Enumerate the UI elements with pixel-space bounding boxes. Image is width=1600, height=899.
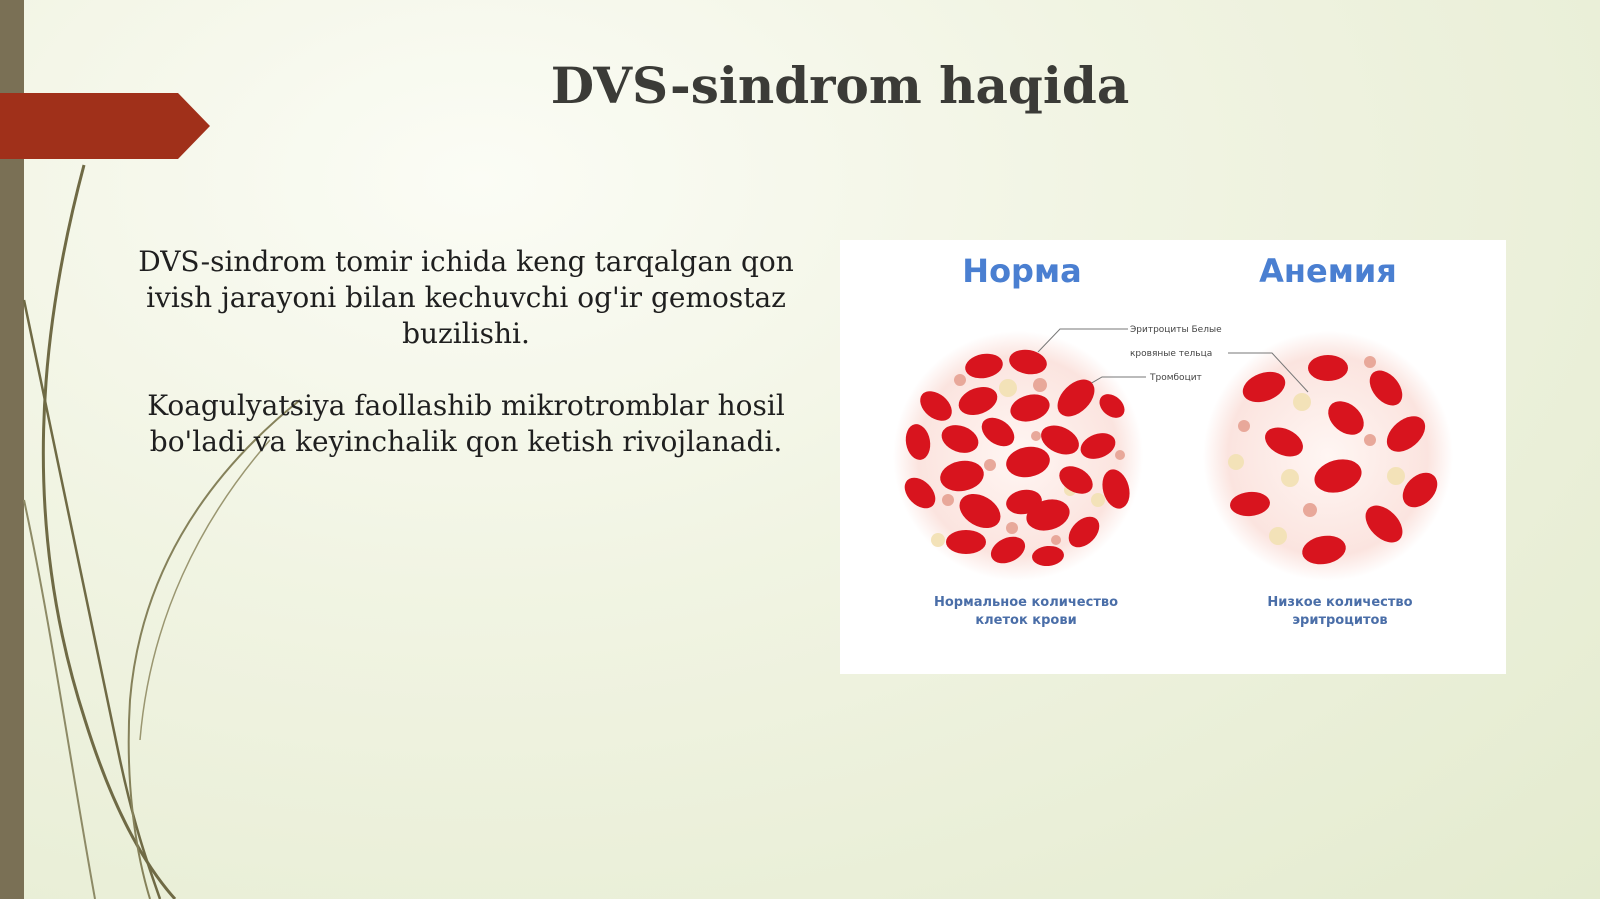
- blood-cells-illustration: [840, 240, 1506, 674]
- title-accent-arrow: [0, 93, 210, 159]
- left-caption-line1: Нормальное количество: [933, 595, 1119, 610]
- right-caption-line1: Низкое количество: [1267, 595, 1413, 610]
- right-caption-line2: эритроцитов: [1292, 613, 1388, 628]
- legend-wbc-label: кровяные тельца: [1130, 349, 1213, 359]
- body-text: [130, 244, 802, 496]
- legend-rbc-label: Эритроциты Белые: [1130, 325, 1222, 335]
- paragraph-definition: DVS-sindrom tomir ichida keng tarqalgan qon ivish jarayoni bilan kechuvchi og'ir gemostaz buzilishi.: [138, 245, 794, 350]
- left-caption-line2: клеток крови: [975, 613, 1077, 628]
- slide-title: DVS-sindrom haqida: [550, 56, 1130, 115]
- norma-heading: Норма: [962, 252, 1082, 290]
- anemia-heading: Анемия: [1259, 252, 1397, 290]
- paragraph-mechanism: Koagulyatsiya faollashib mikrotromblar hosil bo'ladi va keyinchalik qon ketish rivojlanadi.: [147, 389, 785, 458]
- blood-cells-figure: [840, 240, 1506, 674]
- legend-platelet-label: Тромбоцит: [1150, 373, 1202, 383]
